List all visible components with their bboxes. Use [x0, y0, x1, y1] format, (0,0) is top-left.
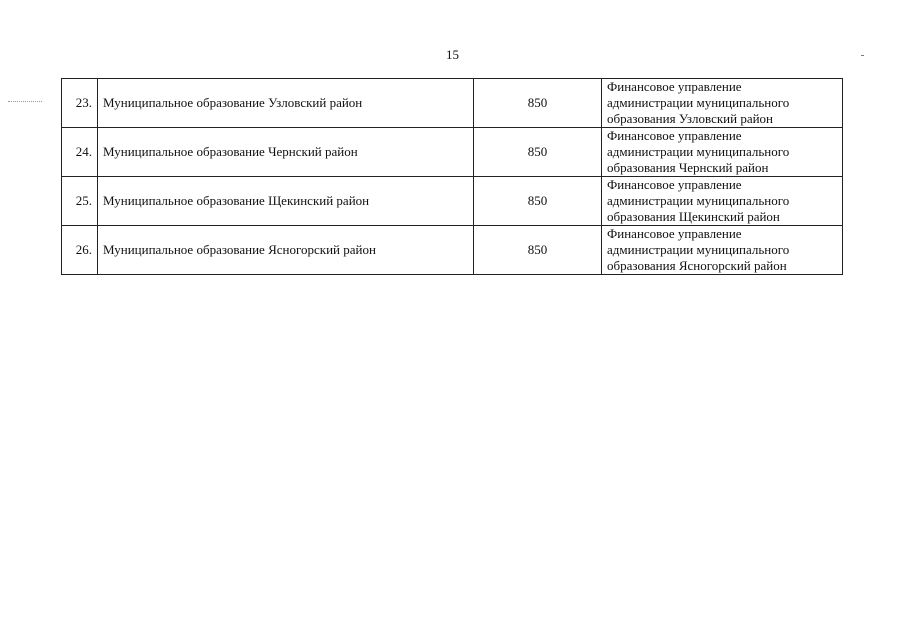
table-row [62, 177, 843, 226]
org-line: администрации муниципального [607, 193, 790, 208]
org-line: Финансовое управление [607, 177, 742, 192]
table-row [62, 226, 843, 275]
table-row [62, 79, 843, 128]
scan-artifact [8, 101, 42, 103]
org-line: образования Ясногорский район [607, 258, 787, 273]
recipient-organization [602, 128, 843, 177]
municipality-name: Муниципальное образование Щекинский район [98, 177, 474, 226]
scan-artifact [861, 55, 864, 56]
recipient-organization [602, 226, 843, 275]
municipality-name: Муниципальное образование Ясногорский район [98, 226, 474, 275]
municipality-name: Муниципальное образование Чернский район [98, 128, 474, 177]
org-line: администрации муниципального [607, 144, 790, 159]
org-line: Финансовое управление [607, 128, 742, 143]
org-line: Финансовое управление [607, 79, 742, 94]
recipient-organization [602, 79, 843, 128]
recipient-organization [602, 177, 843, 226]
org-line: Финансовое управление [607, 226, 742, 241]
org-line: администрации муниципального [607, 95, 790, 110]
table-row [62, 128, 843, 177]
org-line: администрации муниципального [607, 242, 790, 257]
amount-value: 850 [474, 128, 602, 177]
row-number: 25. [62, 177, 98, 226]
municipality-name: Муниципальное образование Узловский район [98, 79, 474, 128]
amount-value: 850 [474, 79, 602, 128]
amount-value: 850 [474, 177, 602, 226]
page-number: 15 [446, 47, 459, 62]
row-number: 26. [62, 226, 98, 275]
row-number: 23. [62, 79, 98, 128]
row-number: 24. [62, 128, 98, 177]
amount-value: 850 [474, 226, 602, 275]
allocation-table [61, 78, 843, 275]
org-line: образования Щекинский район [607, 209, 780, 224]
org-line: образования Чернский район [607, 160, 769, 175]
org-line: образования Узловский район [607, 111, 774, 126]
